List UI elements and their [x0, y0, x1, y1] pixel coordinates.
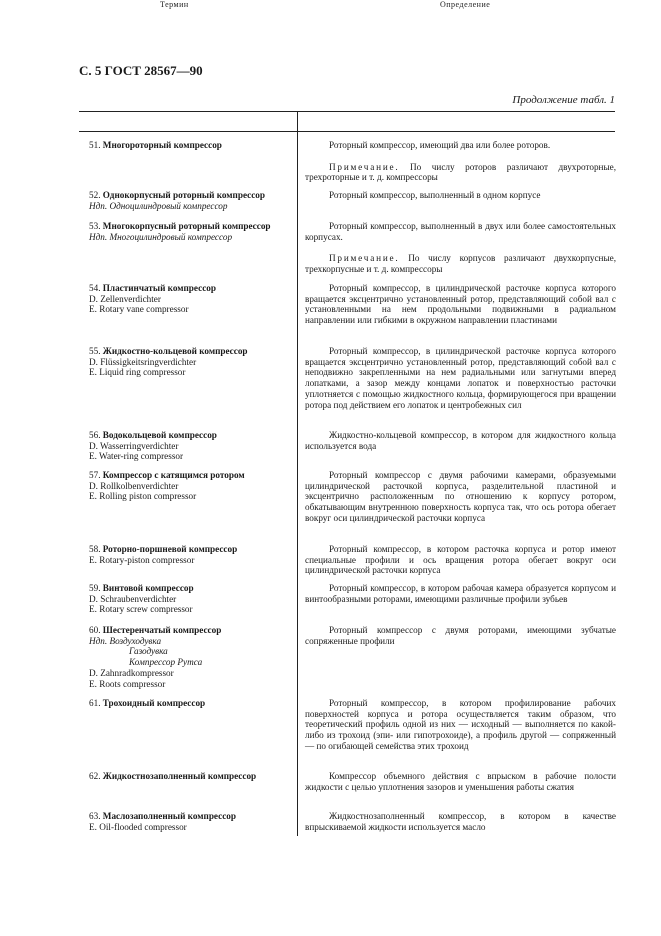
- table-header-rule: [79, 131, 615, 132]
- term-name: Водокольцевой компрессор: [102, 430, 217, 440]
- definition-text: Роторный компрессор, в котором расточка корпуса и ротор имеют специальные профили и ось вращения ротора обегает вокруг оси цилиндрической расточки корпуса: [305, 544, 616, 576]
- column-header-definition: Определение: [440, 0, 491, 9]
- term-name: Пластинчатый компрессор: [102, 283, 216, 293]
- term-german: D. Zahnradkompressor: [89, 667, 174, 678]
- definition-cell: [305, 430, 616, 451]
- term-cell: [89, 811, 301, 832]
- term-cell: [89, 583, 301, 615]
- term-english: E. Roots compressor: [89, 678, 166, 689]
- term-synonym: Ндп. Воздуходувка: [89, 635, 162, 646]
- definition-text: Роторный компрессор, в котором рабочая камера образуется корпусом и винтообразными роторами, имеющими различные профили зубьев: [305, 583, 616, 604]
- term-cell: [89, 283, 301, 315]
- term-number: 60.: [89, 625, 101, 635]
- term-german: D. Rollkolbenverdichter: [89, 480, 179, 491]
- term-english: E. Liquid ring compressor: [89, 367, 186, 378]
- definition-text: Роторный компрессор, в цилиндрической расточке корпуса которого вращается эксцентрично установленный ротор, представляющий собой вал с неподвижно закрепленными на нем радиальными или загнутыми вперед лопатками, а зазор между концами лопаток и поверхностью расточки уплотняется с помощью жидкостного кольца, формирующегося при вращении ротора под действием его лопаток и центробежных сил: [305, 346, 616, 410]
- term-german: D. Schraubenverdichter: [89, 593, 177, 604]
- term-name: Многокорпусный роторный компрессор: [102, 221, 271, 231]
- term-cell: [89, 470, 301, 502]
- definition-cell: [305, 811, 616, 832]
- definition-text: Роторный компрессор, в цилиндрической расточке корпуса которого вращается эксцентрично установленный ротор, представляющий собой вал с установленными на нем продольными подвижными в радиальном направлении или гибкими в окружном направлении пластинами: [305, 283, 616, 326]
- definition-cell: [305, 544, 616, 576]
- term-number: 63.: [89, 811, 101, 821]
- term-synonym: Ндп. Одноцилиндровый компрессор: [89, 200, 228, 211]
- definition-text: Роторный компрессор, выполненный в одном корпусе: [329, 190, 541, 200]
- term-number: 61.: [89, 698, 101, 708]
- definition-cell: [305, 698, 616, 752]
- term-cell: [89, 625, 301, 689]
- term-name: Винтовой компрессор: [102, 583, 194, 593]
- term-german: D. Wasserringverdichter: [89, 440, 179, 451]
- term-english: E. Oil-flooded compressor: [89, 821, 187, 832]
- definition-cell: [305, 221, 616, 275]
- term-cell: [89, 221, 301, 242]
- term-cell: [89, 140, 301, 151]
- note-text: По числу корпусов различают двухкорпусные, трехкорпусные и т. д. компрессоры: [305, 253, 617, 275]
- term-name: Многороторный компрессор: [102, 140, 222, 150]
- note-label: Примечание.: [329, 161, 400, 172]
- term-synonym: Газодувка: [129, 646, 168, 657]
- term-name: Трохоидный компрессор: [102, 698, 206, 708]
- term-number: 56.: [89, 430, 101, 440]
- definition-cell: [305, 583, 616, 604]
- term-english: E. Rolling piston compressor: [89, 491, 197, 502]
- term-name: Шестеренчатый компрессор: [102, 625, 222, 635]
- term-name: Однокорпусный роторный компрессор: [102, 190, 265, 200]
- term-number: 58.: [89, 544, 101, 554]
- table-top-rule: [79, 111, 615, 112]
- term-number: 52.: [89, 190, 101, 200]
- definition-text: Роторный компрессор, выполненный в двух или более самостоятельных корпусах.: [305, 221, 616, 242]
- term-name: Роторно-поршневой компрессор: [102, 544, 238, 554]
- term-cell: [89, 430, 301, 462]
- definition-text: Жидкостно-кольцевой компрессор, в котором для жидкостного кольца используется вода: [305, 430, 616, 451]
- term-name: Компрессор с катящимся ротором: [102, 470, 245, 480]
- definition-text: Роторный компрессор, в котором профилирование рабочих поверхностей корпуса и ротора осуществляется таким образом, что теоретический профиль одной из них — исходный — выполняется по какой-либо из трохоид (эпи- или гипотрохоиде), а профиль другой — сопряженный — по огибающей семейства этих трохоид: [305, 698, 616, 751]
- term-english: E. Rotary screw compressor: [89, 604, 193, 615]
- page-header: С. 5 ГОСТ 28567—90: [79, 63, 203, 78]
- definition-cell: [305, 470, 616, 524]
- term-number: 59.: [89, 583, 101, 593]
- term-cell: [89, 698, 301, 709]
- definition-cell: [305, 625, 616, 646]
- column-header-term: Термин: [160, 0, 189, 9]
- definition-cell: [305, 140, 616, 183]
- definition-text: Роторный компрессор с двумя рабочими камерами, образуемыми цилиндрической расточкой корпуса, разделительной пластиной и эксцентрично расположенным по отношению к корпусу ротором, обкатывающим внутреннюю поверхность корпуса так, что ось ротора обегает вокруг оси цилиндрической расточки корпуса: [305, 470, 616, 523]
- definition-text: Роторный компрессор, имеющий два или более роторов.: [329, 140, 551, 150]
- term-german: D. Flüssigkeitsringverdichter: [89, 356, 197, 367]
- term-english: E. Rotary-piston compressor: [89, 554, 195, 565]
- term-english: E. Water-ring compressor: [89, 451, 184, 462]
- term-number: 51.: [89, 140, 101, 150]
- term-synonym: Компрессор Рутса: [129, 657, 203, 668]
- definition-note: [305, 162, 616, 183]
- note-text: По числу роторов различают двухроторные, трехроторные и т. д. компрессоры: [305, 161, 617, 183]
- term-number: 57.: [89, 470, 101, 480]
- definition-cell: [305, 771, 616, 792]
- definition-cell: [305, 283, 616, 326]
- term-name: Маслозаполненный компрессор: [102, 811, 236, 821]
- note-label: Примечание.: [329, 253, 400, 264]
- term-name: Жидкостнозаполненный компрессор: [102, 771, 257, 781]
- term-number: 53.: [89, 221, 101, 231]
- term-cell: [89, 190, 301, 211]
- definition-text: Компрессор объемного действия с впрыском в рабочие полости жидкости с целью уплотнения зазоров и уменьшения работы сжатия: [305, 771, 616, 792]
- definition-text: Роторный компрессор с двумя роторами, имеющими зубчатые сопряженные профили: [305, 625, 616, 646]
- term-german: D. Zellenverdichter: [89, 293, 161, 304]
- term-synonym: Ндп. Многоцилиндровый компрессор: [89, 231, 233, 242]
- term-number: 62.: [89, 771, 101, 781]
- definition-text: Жидкостнозаполненный компрессор, в котором в качестве впрыскиваемой жидкости используется масло: [305, 811, 616, 832]
- term-name: Жидкостно-кольцевой компрессор: [102, 346, 248, 356]
- definition-cell: [305, 190, 616, 201]
- table-continued-caption: Продолжение табл. 1: [512, 94, 615, 106]
- definition-cell: [305, 346, 616, 410]
- definition-note: [305, 253, 616, 274]
- term-cell: [89, 346, 301, 378]
- term-cell: [89, 771, 301, 782]
- term-cell: [89, 544, 301, 565]
- term-english: E. Rotary vane compressor: [89, 304, 189, 315]
- term-number: 55.: [89, 346, 101, 356]
- term-number: 54.: [89, 283, 101, 293]
